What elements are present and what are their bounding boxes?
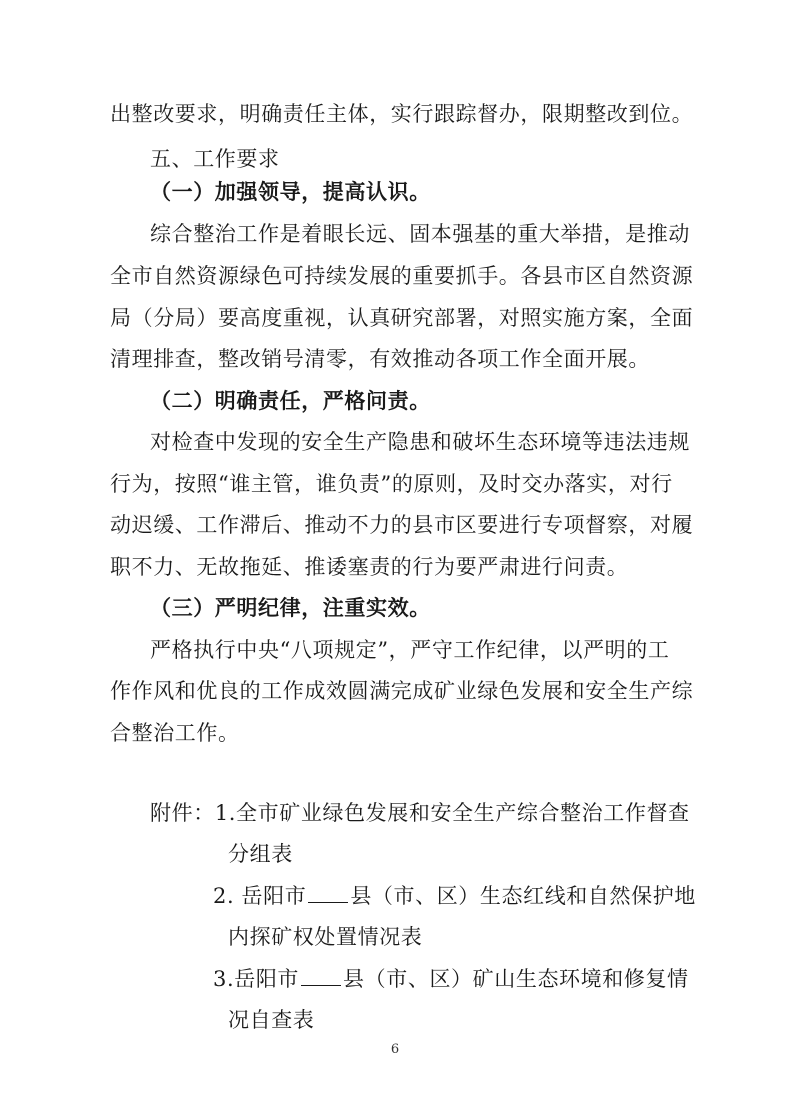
section-heading: 五、工作要求 (150, 147, 280, 171)
paragraph-line: 对检查中发现的安全生产隐患和破坏生态环境等违法违规 (150, 430, 690, 454)
paragraph-line: 清理排查，整改销号清零，有效推动各项工作全面开展。 (110, 347, 650, 371)
paragraph-line: 合整治工作。 (110, 721, 240, 745)
paragraph-line: 局（分局）要高度重视，认真研究部署，对照实施方案，全面 (110, 306, 694, 330)
paragraph-line: 行为，按照“谁主管，谁负责”的原则，及时交办落实，对行 (110, 472, 673, 496)
attachment-line: 分组表 (228, 842, 293, 866)
page-number: 6 (390, 1042, 400, 1057)
paragraph-line: 严格执行中央“八项规定”，严守工作纪律，以严明的工 (150, 638, 670, 662)
attachment-line: 内探矿权处置情况表 (228, 925, 423, 949)
attachment-label: 附件： (150, 801, 215, 825)
attachment-line (150, 799, 730, 827)
attachment-item-3 (213, 965, 790, 993)
paragraph-line: 全市自然资源绿色可持续发展的重要抓手。各县市区自然资源 (110, 264, 694, 288)
subsection-heading: （二）明确责任，严格问责。 (150, 389, 431, 413)
attachment-text: 县（市、区）矿山生态环境和修复情 (343, 967, 689, 991)
paragraph-line: 综合整治工作是着眼长远、固本强基的重大举措，是推动 (150, 222, 690, 246)
attachment-line: 况自查表 (228, 1008, 315, 1032)
attachment-item-2 (213, 882, 790, 910)
attachment-text: 县（市、区）生态红线和自然保护地 (350, 884, 696, 908)
attachment-text: 2. 岳阳市 (213, 884, 307, 908)
fill-blank (301, 965, 341, 986)
attachment-text: 3.岳阳市 (213, 967, 300, 991)
paragraph-line: 作作风和优良的工作成效圆满完成矿业绿色发展和安全生产综 (110, 679, 694, 703)
fill-blank (308, 882, 348, 903)
subsection-heading: （一）加强领导，提高认识。 (150, 180, 431, 204)
attachment-item-1: 1.全市矿业绿色发展和安全生产综合整治工作督查 (214, 801, 690, 825)
paragraph-line: 动迟缓、工作滞后、推动不力的县市区要进行专项督察，对履 (110, 513, 694, 537)
subsection-heading: （三）严明纪律，注重实效。 (150, 596, 431, 620)
paragraph-line: 出整改要求，明确责任主体，实行跟踪督办，限期整改到位。 (110, 102, 694, 126)
paragraph-line: 职不力、无故拖延、推诿塞责的行为要严肃进行问责。 (110, 555, 629, 579)
